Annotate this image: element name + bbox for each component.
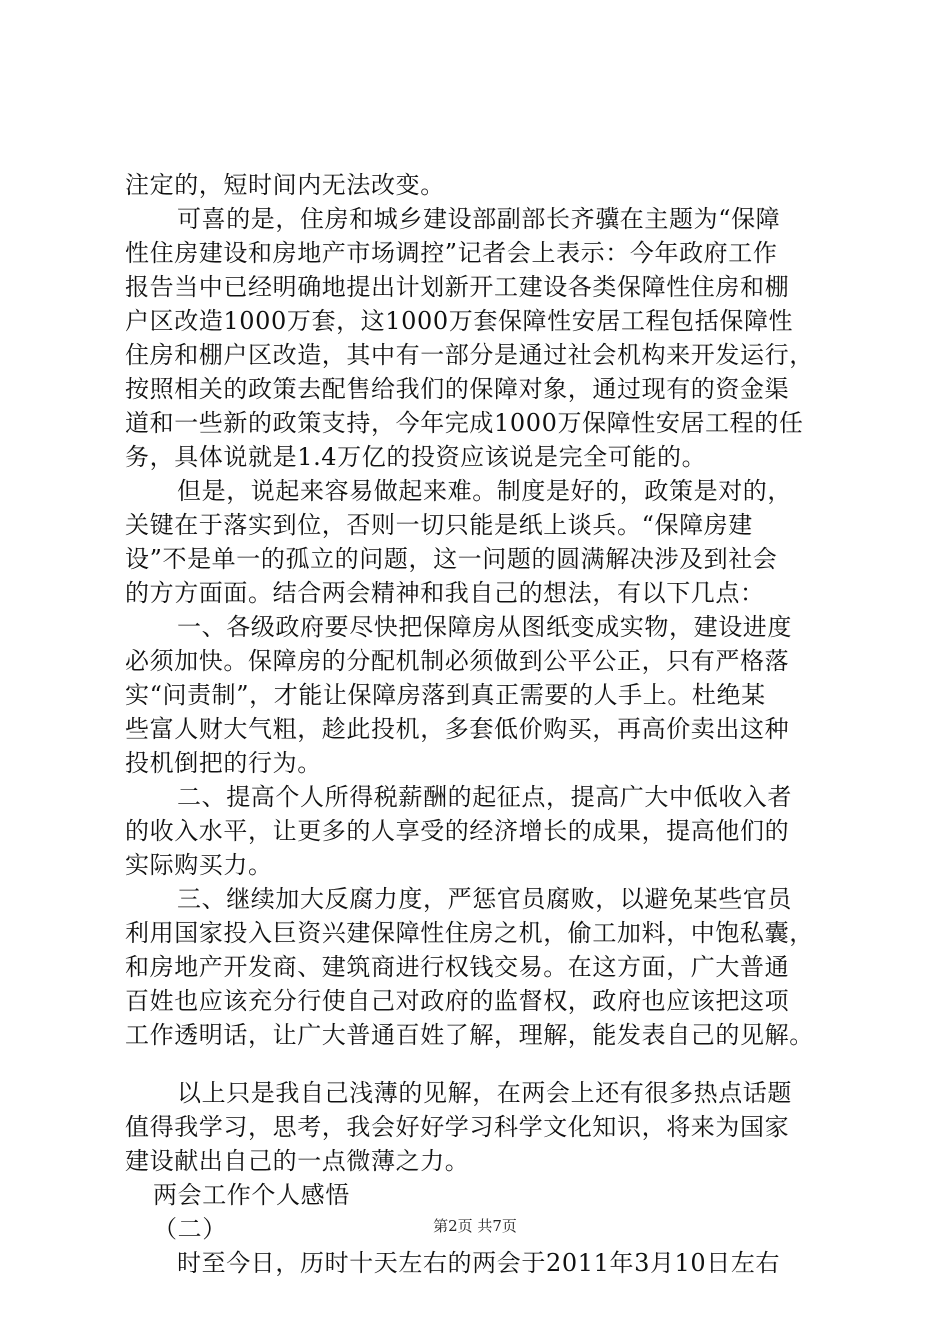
text-line: 百姓也应该充分行使自己对政府的监督权，政府也应该把这项 xyxy=(125,987,790,1015)
text-line: 时至今日，历时十天左右的两会于2011年3月10日左右 xyxy=(177,1249,781,1277)
text-line: 报告当中已经明确地提出计划新开工建设各类保障性住房和棚 xyxy=(125,273,790,301)
section-number: （二） xyxy=(153,1215,227,1243)
text-line: 和房地产开发商、建筑商进行权钱交易。在这方面，广大普通 xyxy=(125,953,790,981)
text-line: 投机倒把的行为。 xyxy=(125,749,322,777)
text-line: 设”不是单一的孤立的问题，这一问题的圆满解决涉及到社会 xyxy=(125,545,778,573)
text-line: 但是，说起来容易做起来难。制度是好的，政策是对的， xyxy=(177,477,792,505)
section-heading: 两会工作个人感悟 xyxy=(153,1181,350,1209)
text-line: 住房和棚户区改造，其中有一部分是通过社会机构来开发运行， xyxy=(125,341,814,369)
text-line: 利用国家投入巨资兴建保障性住房之机，偷工加料，中饱私囊， xyxy=(125,919,814,947)
text-line: 关键在于落实到位，否则一切只能是纸上谈兵。“保障房建 xyxy=(125,511,753,539)
text-line: 些富人财大气粗，趁此投机，多套低价购买，再高价卖出这种 xyxy=(125,715,790,743)
text-line: 一、各级政府要尽快把保障房从图纸变成实物，建设进度 xyxy=(177,613,792,641)
text-line: 实际购买力。 xyxy=(125,851,273,879)
text-line: 以上只是我自己浅薄的见解，在两会上还有很多热点话题 xyxy=(177,1079,792,1107)
text-line: 性住房建设和房地产市场调控”记者会上表示：今年政府工作 xyxy=(125,239,778,267)
text-line: 三、继续加大反腐力度，严惩官员腐败，以避免某些官员 xyxy=(177,885,792,913)
text-line: 值得我学习，思考，我会好好学习科学文化知识，将来为国家 xyxy=(125,1113,790,1141)
text-line: 按照相关的政策去配售给我们的保障对象，通过现有的资金渠 xyxy=(125,375,790,403)
text-line: 可喜的是，住房和城乡建设部副部长齐骥在主题为“保障 xyxy=(177,205,781,233)
text-line: 二、提高个人所得税薪酬的起征点，提高广大中低收入者 xyxy=(177,783,792,811)
text-line: 的收入水平，让更多的人享受的经济增长的成果，提高他们的 xyxy=(125,817,790,845)
text-line: 工作透明话，让广大普通百姓了解，理解，能发表自己的见解。 xyxy=(125,1021,814,1049)
text-line: 户区改造1000万套，这1000万套保障性安居工程包括保障性 xyxy=(125,307,794,335)
text-line: 建设献出自己的一点微薄之力。 xyxy=(125,1147,470,1175)
text-line: 的方方面面。结合两会精神和我自己的想法，有以下几点： xyxy=(125,579,765,607)
text-line: 注定的，短时间内无法改变。 xyxy=(125,171,445,199)
text-line: 实“问责制”，才能让保障房落到真正需要的人手上。杜绝某 xyxy=(125,681,766,709)
page-footer: 第2页 共7页 xyxy=(433,1217,517,1235)
text-line: 道和一些新的政策支持，今年完成1000万保障性安居工程的任 xyxy=(125,409,804,437)
text-line: 务，具体说就是1.4万亿的投资应该说是完全可能的。 xyxy=(125,443,707,471)
text-line: 必须加快。保障房的分配机制必须做到公平公正，只有严格落 xyxy=(125,647,790,675)
